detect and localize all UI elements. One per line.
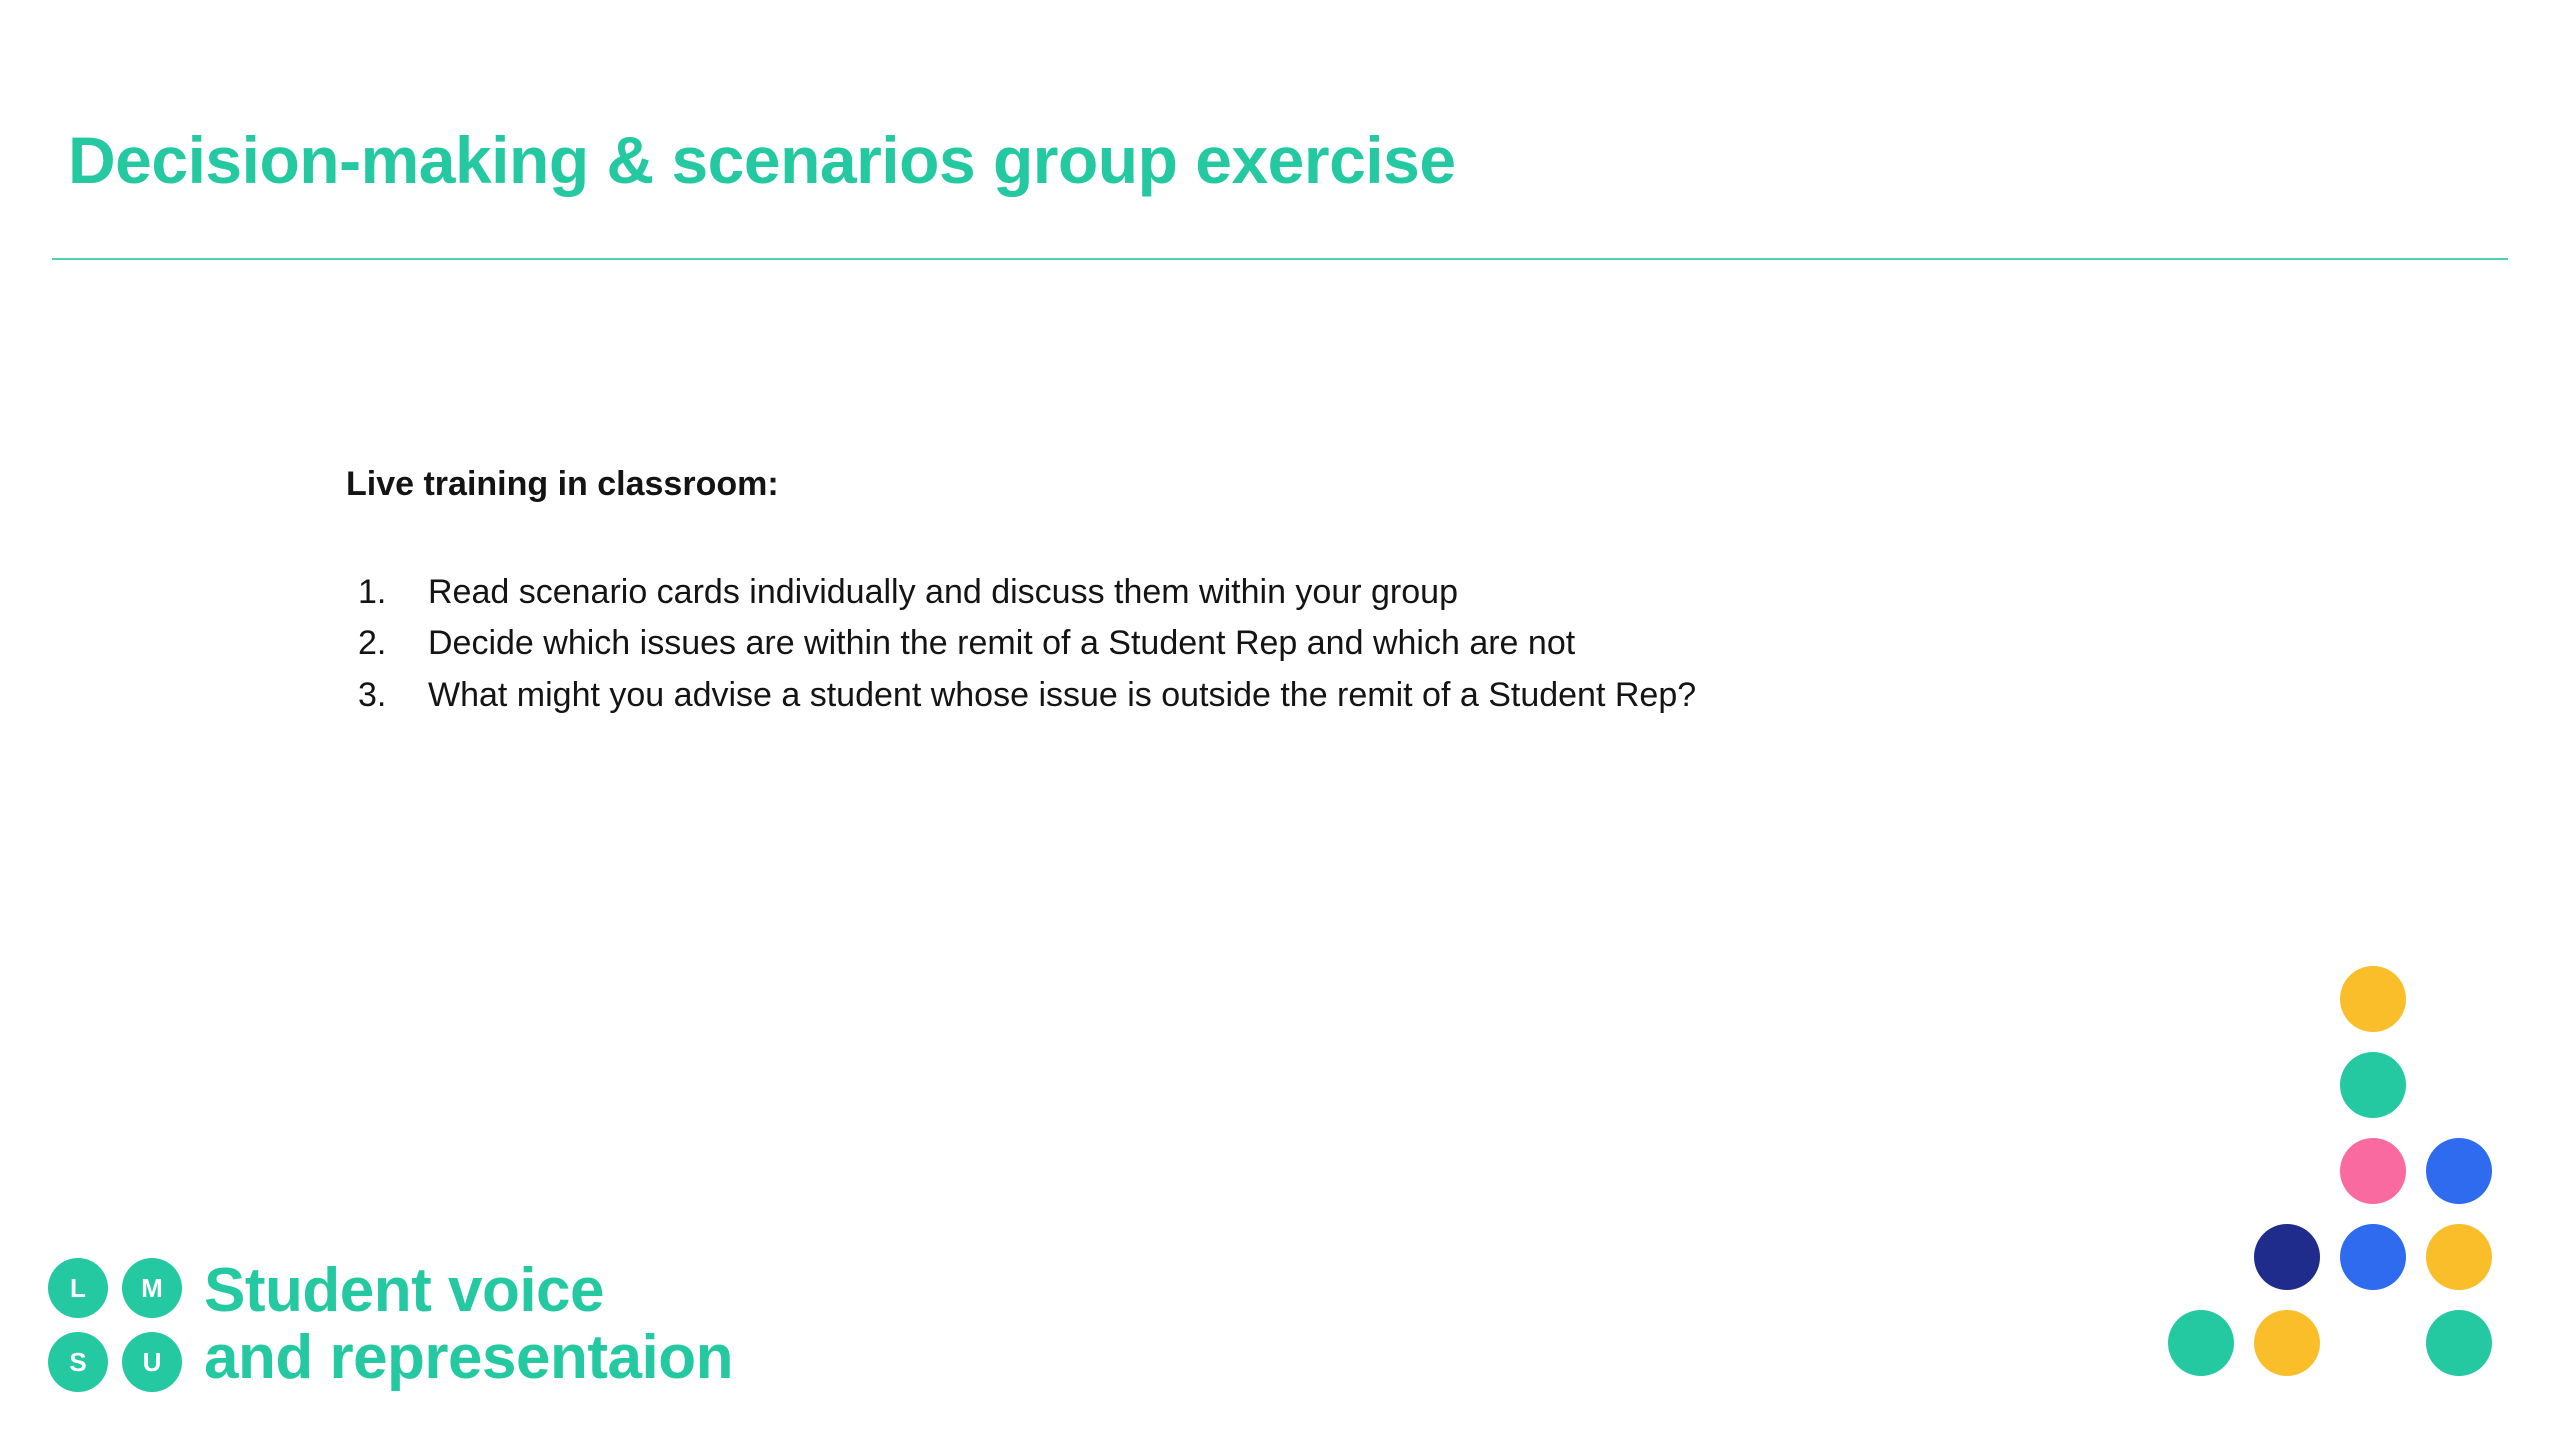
list-item-text: Decide which issues are within the remit of a Student Rep and which are not: [428, 624, 1576, 663]
logo-line-1: Student voice: [204, 1256, 605, 1326]
logo-badge-m: M: [122, 1258, 182, 1318]
dot-8: [2168, 1310, 2234, 1376]
dot-7: [2426, 1224, 2492, 1290]
list-item-number: 3.: [358, 675, 387, 714]
list-item: [346, 619, 2246, 667]
dot-9: [2254, 1310, 2320, 1376]
logo-badge-u: U: [122, 1332, 182, 1392]
dot-5: [2254, 1224, 2320, 1290]
list-item: [346, 671, 2246, 719]
brand-logo: [48, 1258, 733, 1392]
dot-4: [2426, 1138, 2492, 1204]
list-item-text: What might you advise a student whose issue is outside the remit of a Student Rep?: [428, 675, 1697, 714]
logo-line-2: and representaion: [204, 1323, 733, 1392]
list-item: [346, 568, 2246, 616]
logo-wordmark: [204, 1258, 733, 1392]
logo-badge-grid: [48, 1258, 182, 1392]
dot-6: [2340, 1224, 2406, 1290]
list-item-number: 1.: [358, 573, 387, 612]
dot-3: [2340, 1138, 2406, 1204]
body-heading: Live training in classroom:: [346, 465, 779, 503]
logo-badge-l: L: [48, 1258, 108, 1318]
page-title: Decision-making & scenarios group exercise: [68, 123, 1456, 198]
dot-1: [2340, 966, 2406, 1032]
body-content: [346, 462, 2246, 722]
dot-10: [2426, 1310, 2492, 1376]
list-item-number: 2.: [358, 624, 387, 663]
title-divider: [52, 258, 2508, 260]
dot-2: [2340, 1052, 2406, 1118]
decorative-dot-graphic: [2144, 956, 2524, 1416]
list-item-text: Read scenario cards individually and discuss them within your group: [428, 573, 1458, 612]
logo-badge-s: S: [48, 1332, 108, 1392]
instruction-list: [346, 568, 2246, 719]
